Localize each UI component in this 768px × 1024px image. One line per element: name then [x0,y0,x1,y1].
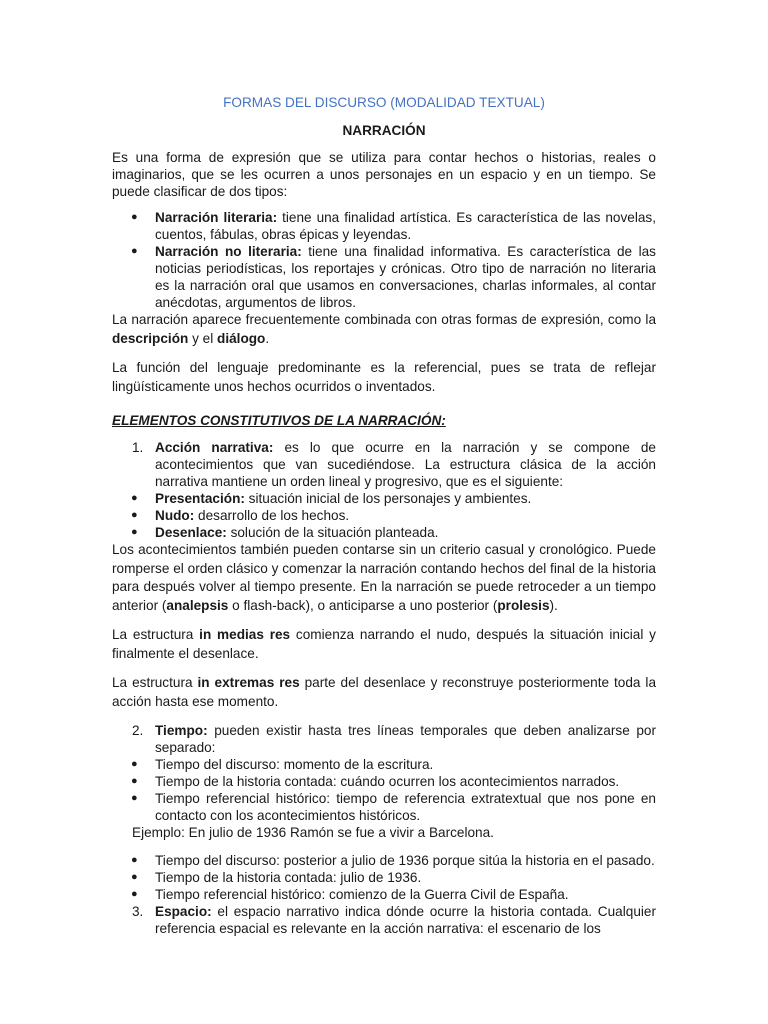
intro-paragraph: Es una forma de expresión que se utiliza para contar hechos o historias, reales o imaginarios, que se les ocurren a unos personajes en un espacio y en un tiempo. Se puede clasificar de dos tipos: [112,150,656,199]
term: Narración literaria: [155,210,278,225]
list-item [112,886,656,903]
tiempo-items-list [112,756,656,824]
text-run: ). [549,597,558,613]
espacio-list [112,903,656,937]
list-item [112,439,656,490]
tiempo-list [112,722,656,756]
text-run: parte del desenlace y reconstruye posteriormente toda la acción hasta ese momento. [112,675,657,709]
bullet-icon: ● [131,854,138,866]
term: Desenlace: [155,525,227,540]
list-item [112,903,656,937]
types-list [112,209,656,311]
function-paragraph: La función del lenguaje predominante es la referencial, pues se trata de reflejar lingüísticamente unos hechos ocurridos o inventados. [112,360,656,394]
term: Narración no literaria: [155,244,302,259]
term: Tiempo: [155,723,208,738]
bullet-icon: ● [131,792,138,804]
accion-list [112,439,656,490]
list-item [112,756,656,773]
item-text: Tiempo del discurso: posterior a julio de 1936 porque sitúa la historia en el pasado. [155,853,655,868]
bold-term: in extremas res [197,675,300,690]
list-item [112,490,656,507]
item-text: Tiempo referencial histórico: comienzo de la Guerra Civil de España. [155,887,569,902]
medias-res-paragraph [112,626,656,663]
item-text: Tiempo de la historia contada: cuándo ocurren los acontecimientos narrados. [155,774,620,789]
definition: solución de la situación planteada. [226,525,439,540]
definition: desarrollo de los hechos. [194,508,350,523]
text-run: Los acontecimientos también pueden contarse sin un criterio casual y cronológico. Puede romperse el orden clásico y comenzar la narración contando hechos del final de la historia para después volver al tiempo presente. En la narración se puede retroceder a un tiempo anterior ( [112,542,656,613]
bullet-icon: ● [131,492,138,504]
bold-term: diálogo [217,330,266,346]
term: Presentación: [155,491,245,506]
text-run: La narración aparece frecuentemente combinada con otras formas de expresión, como la [112,312,656,327]
bullet-icon: ● [131,775,138,787]
bullet-icon: ● [131,211,138,223]
text-run: comienza narrando el nudo, después la situación inicial y finalmente el desenlace. [112,627,656,661]
section-heading-narracion: NARRACIÓN [342,123,426,138]
list-item [112,507,656,524]
definition: es lo que ocurre en la narración y se compone de acontecimientos que van sucediéndose. La estructura clásica de la acción narrativa mantiene un orden lineal y progresivo, que es el siguiente: [155,440,656,489]
text-run: La estructura [112,627,200,642]
bullet-icon: ● [131,871,138,883]
list-item [112,790,656,824]
list-item [112,524,656,541]
bullet-icon: ● [131,245,138,257]
item-text: Tiempo del discurso: momento de la escritura. [155,757,434,772]
list-item [112,852,656,869]
definition: el espacio narrativo indica dónde ocurre la historia contada. Cualquier referencia espacial es relevante en la acción narrativa: el escenario de los [155,904,656,936]
text-run: y el [188,330,218,346]
bullet-icon: ● [131,526,138,538]
section-title-elementos: ELEMENTOS CONSTITUTIVOS DE LA NARRACIÓN: [112,413,446,428]
bold-term: prolesis [497,597,550,613]
bold-term: in medias res [199,627,291,642]
item-text: Tiempo referencial histórico: tiempo de referencia extratextual que nos pone en contacto con los acontecimientos históricos. [155,791,656,823]
bold-term: analepsis [166,597,229,613]
term: Acción narrativa: [155,440,274,455]
extremas-res-paragraph [112,674,656,711]
acontecimientos-paragraph [112,541,656,615]
list-item [112,869,656,886]
definition: pueden existir hasta tres líneas temporales que deben analizarse por separado: [155,723,656,755]
list-number: 3. [132,904,144,919]
item-text: Tiempo de la historia contada: julio de 1936. [155,870,422,885]
list-item [112,209,656,243]
list-number: 1. [132,440,144,455]
bullet-icon: ● [131,758,138,770]
list-item [112,773,656,790]
bold-term: descripción [112,330,189,346]
document-title: FORMAS DEL DISCURSO (MODALIDAD TEXTUAL) [223,95,545,110]
example-items-list [112,852,656,903]
definition: tiene una finalidad informativa. Es característica de las noticias periodísticas, los reportajes y crónicas. Otro tipo de narración no literaria es la narración oral que usamos en conversaciones, charlas informales, al contar anécdotas, argumentos de libros. [155,244,656,310]
bullet-icon: ● [131,509,138,521]
example-text: Ejemplo: En julio de 1936 Ramón se fue a vivir a Barcelona. [132,825,494,840]
term: Nudo: [155,508,195,523]
combined-paragraph [112,311,656,348]
accion-items-list [112,490,656,541]
list-item [112,722,656,756]
list-item [112,243,656,311]
bullet-icon: ● [131,888,138,900]
term: Espacio: [155,904,212,919]
text-run: La estructura [112,675,198,690]
text-run: . [265,330,270,346]
text-run: o flash-back), o anticiparse a uno posterior ( [228,597,498,613]
definition: situación inicial de los personajes y ambientes. [244,491,532,506]
list-number: 2. [132,723,144,738]
definition: tiene una finalidad artística. Es característica de las novelas, cuentos, fábulas, obras épicas y leyendas. [155,210,657,242]
